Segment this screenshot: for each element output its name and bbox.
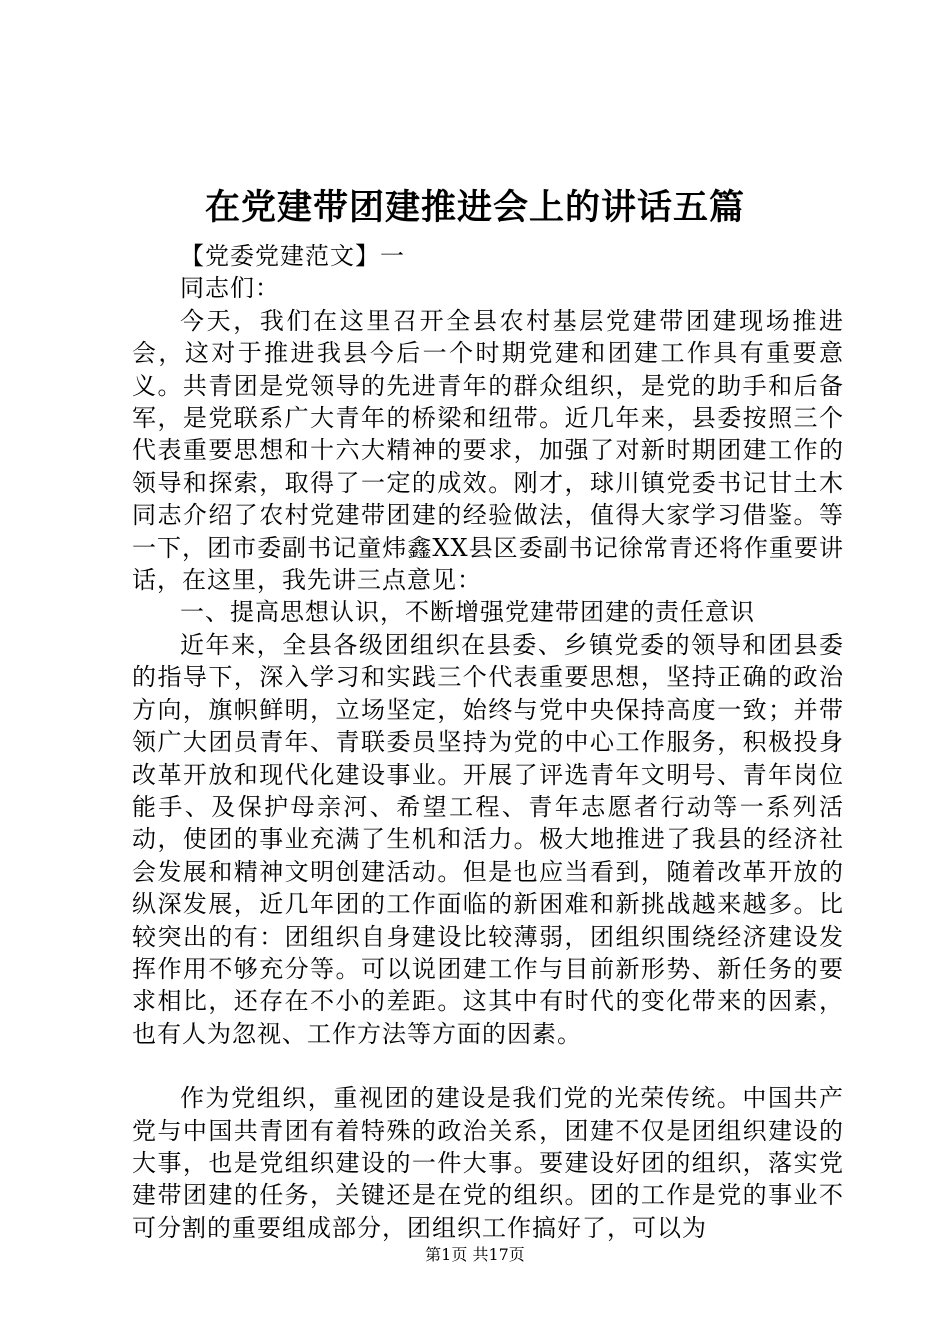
page-footer: 第1页 共17页 — [425, 1245, 525, 1264]
section-heading: 【党委党建范文】一 — [180, 242, 405, 270]
paragraph: 作为党组织，重视团的建设是我们党的光荣传统。中国共产党与中国共青团有着特殊的政治关系，团建不仅是团组织建设的大事，也是党组织建设的一件大事。要建设好团的组织，落实党建带团建的任务，关键还是在党的组织。团的工作是党的事业不可分割的重要组成部分，团组织工作搞好了，可以为 — [132, 1084, 844, 1242]
paragraph: 近年来，全县各级团组织在县委、乡镇党委的领导和团县委的指导下，深入学习和实践三个代表重要思想，坚持正确的政治方向，旗帜鲜明，立场坚定，始终与党中央保持高度一致；并带领广大团员青年、青联委员坚持为党的中心工作服务，积极投身改革开放和现代化建设事业。开展了评选青年文明号、青年岗位能手、及保护母亲河、希望工程、青年志愿者行动等一系列活动，使团的事业充满了生机和活力。极大地推进了我县的经济社会发展和精神文明创建活动。但是也应当看到，随着改革开放的纵深发展，近几年团的工作面临的新困难和新挑战越来越多。比较突出的有：团组织自身建设比较薄弱，团组织围绕经济建设发挥作用不够充分等。可以说团建工作与目前新形势、新任务的要求相比，还存在不小的差距。这其中有时代的变化带来的因素，也有人为忽视、工作方法等方面的因素。 — [132, 630, 844, 1048]
subheading: 一、提高思想认识，不断增强党建带团建的责任意识 — [180, 598, 755, 627]
document-title: 在党建带团建推进会上的讲话五篇 — [204, 187, 745, 228]
salutation: 同志们： — [180, 274, 280, 303]
paragraph: 今天，我们在这里召开全县农村基层党建带团建现场推进会，这对于推进我县今后一个时期党建和团建工作具有重要意义。共青团是党领导的先进青年的群众组织，是党的助手和后备军，是党联系广大青年的桥梁和纽带。近几年来，县委按照三个代表重要思想和十六大精神的要求，加强了对新时期团建工作的领导和探索，取得了一定的成效。刚才，球川镇党委书记甘土木同志介绍了农村党建带团建的经验做法，值得大家学习借鉴。等一下，团市委副书记童炜鑫XX县区委副书记徐常青还将作重要讲话，在这里，我先讲三点意见： — [132, 306, 844, 595]
document-body — [132, 240, 844, 1244]
